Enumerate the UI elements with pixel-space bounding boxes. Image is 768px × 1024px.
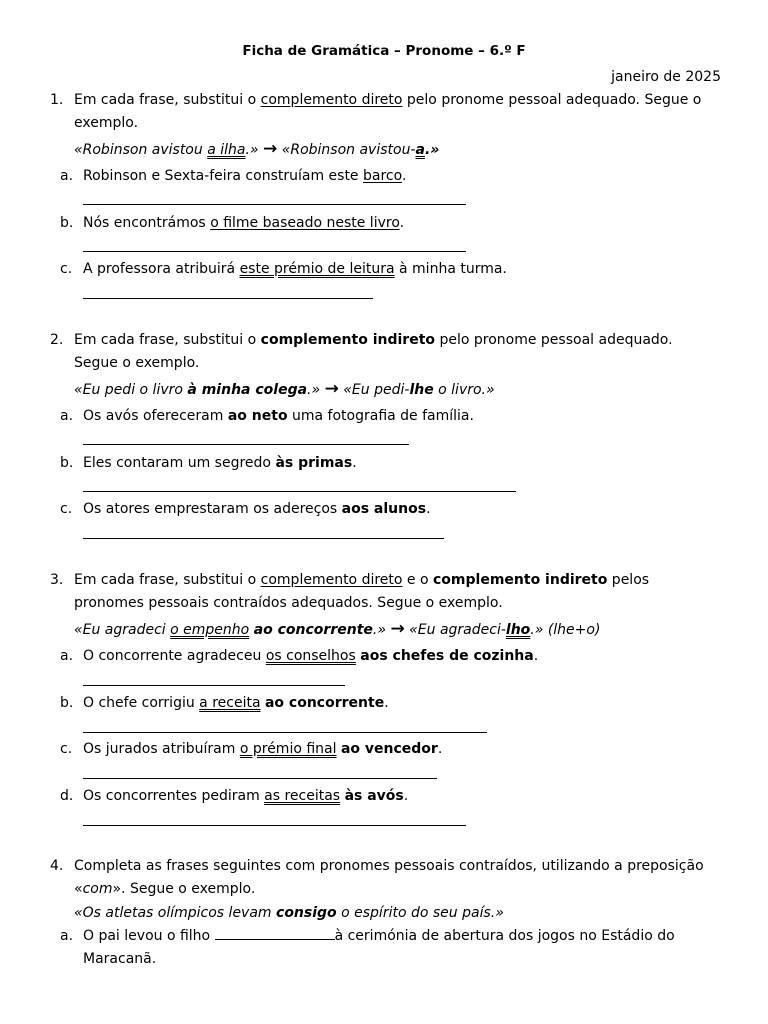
q3d-sentence: Os concorrentes pediram as receitas às avós. bbox=[83, 788, 409, 804]
q3-instruction-line1: Em cada frase, substitui o complemento direto e o complemento indireto pelos bbox=[74, 572, 650, 588]
q1a-sentence: Robinson e Sexta-feira construíam este barco. bbox=[83, 168, 407, 184]
q4a-blank[interactable] bbox=[215, 927, 335, 940]
q2b-sentence: Eles contaram um segredo às primas. bbox=[83, 455, 357, 471]
q1b-letter: b. bbox=[60, 215, 74, 231]
q4-example: «Os atletas olímpicos levam consigo o espírito do seu país.» bbox=[74, 905, 504, 921]
q3d-letter: d. bbox=[60, 788, 74, 804]
q3b-answer-line[interactable] bbox=[83, 732, 487, 733]
q2c-sentence: Os atores emprestaram os adereços aos alunos. bbox=[83, 501, 431, 517]
arrow-icon: → bbox=[263, 139, 278, 159]
q1c-answer-line[interactable] bbox=[83, 298, 373, 299]
q2-instruction-line2: Segue o exemplo. bbox=[74, 355, 200, 371]
page-title: Ficha de Gramática – Pronome – 6.º F bbox=[242, 43, 526, 59]
q1-example: «Robinson avistou a ilha.» → «Robinson avistou-a.» bbox=[74, 139, 440, 159]
q3-instruction-line2: pronomes pessoais contraídos adequados. Segue o exemplo. bbox=[74, 595, 503, 611]
arrow-icon: → bbox=[390, 619, 405, 639]
q1-instruction-line2: exemplo. bbox=[74, 115, 139, 131]
q3c-sentence: Os jurados atribuíram o prémio final ao vencedor. bbox=[83, 741, 443, 757]
q2b-letter: b. bbox=[60, 455, 74, 471]
q1a-letter: a. bbox=[60, 168, 74, 184]
q2a-sentence: Os avós ofereceram ao neto uma fotografia de família. bbox=[83, 408, 474, 424]
q2-instruction-line1: Em cada frase, substitui o complemento indireto pelo pronome pessoal adequado. bbox=[74, 332, 673, 348]
q4-instruction-line2: «com». Segue o exemplo. bbox=[74, 881, 256, 897]
q1c-sentence: A professora atribuirá este prémio de leitura à minha turma. bbox=[83, 261, 507, 277]
q4a-sentence-line1: O pai levou o filho à cerimónia de abertura dos jogos no Estádio do bbox=[83, 928, 675, 944]
q3c-letter: c. bbox=[60, 741, 73, 757]
q1-number: 1. bbox=[50, 92, 64, 108]
q1b-answer-line[interactable] bbox=[83, 251, 466, 252]
q2c-letter: c. bbox=[60, 501, 73, 517]
q1a-answer-line[interactable] bbox=[83, 204, 466, 205]
q2a-letter: a. bbox=[60, 408, 74, 424]
q3b-sentence: O chefe corrigiu a receita ao concorrente. bbox=[83, 695, 389, 711]
q3a-letter: a. bbox=[60, 648, 74, 664]
q4-number: 4. bbox=[50, 858, 64, 874]
q3-example: «Eu agradeci o empenho ao concorrente.» → «Eu agradeci-lho.» (lhe+o) bbox=[74, 619, 601, 639]
arrow-icon: → bbox=[324, 379, 339, 399]
q3a-sentence: O concorrente agradeceu os conselhos aos chefes de cozinha. bbox=[83, 648, 539, 664]
q2b-answer-line[interactable] bbox=[83, 491, 516, 492]
q2-example: «Eu pedi o livro à minha colega.» → «Eu pedi-lhe o livro.» bbox=[74, 379, 495, 399]
q1-instruction-line1: Em cada frase, substitui o complemento direto pelo pronome pessoal adequado. Segue o bbox=[74, 92, 702, 108]
q1b-sentence: Nós encontrámos o filme baseado neste livro. bbox=[83, 215, 405, 231]
q2a-answer-line[interactable] bbox=[83, 444, 409, 445]
q3-number: 3. bbox=[50, 572, 64, 588]
q2-number: 2. bbox=[50, 332, 64, 348]
q2c-answer-line[interactable] bbox=[83, 538, 444, 539]
q3b-letter: b. bbox=[60, 695, 74, 711]
q4a-sentence-line2: Maracanã. bbox=[83, 951, 157, 967]
q4-instruction-line1: Completa as frases seguintes com pronomes pessoais contraídos, utilizando a preposição bbox=[74, 858, 704, 874]
q3c-answer-line[interactable] bbox=[83, 778, 437, 779]
q1c-letter: c. bbox=[60, 261, 73, 277]
date: janeiro de 2025 bbox=[611, 69, 721, 85]
q4a-letter: a. bbox=[60, 928, 74, 944]
q3a-answer-line[interactable] bbox=[83, 685, 345, 686]
q3d-answer-line[interactable] bbox=[83, 825, 466, 826]
